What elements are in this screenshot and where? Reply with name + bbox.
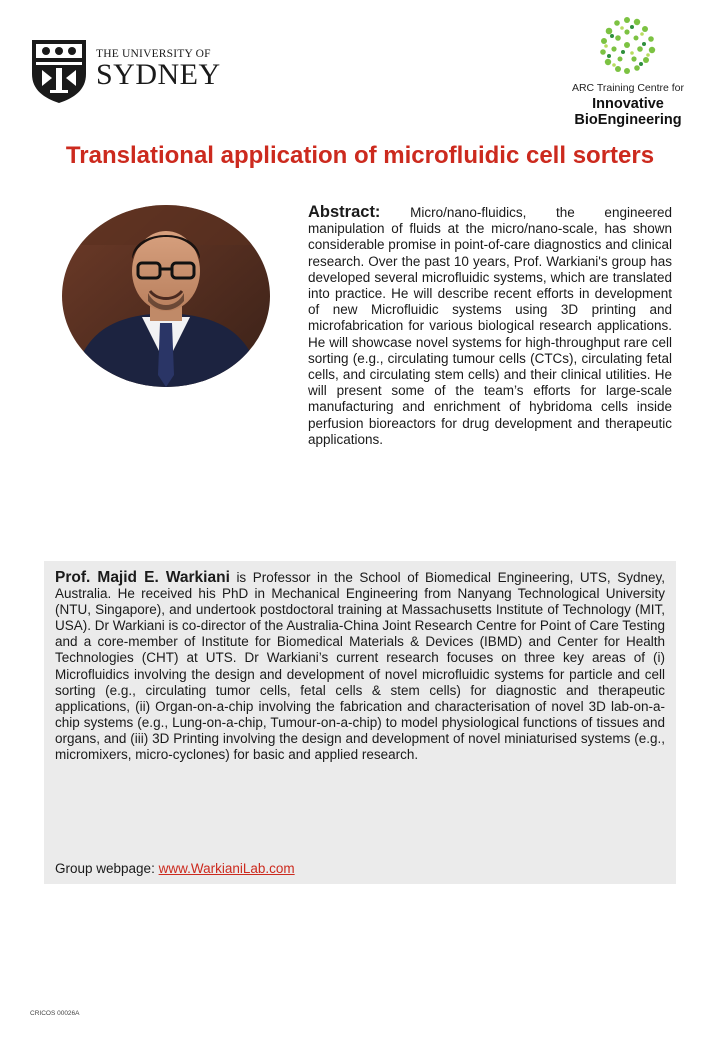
speaker-bio-paragraph (55, 570, 665, 763)
usyd-logo-line2: SYDNEY (96, 58, 221, 91)
cricos-code: CRICOS 00026A (30, 1010, 80, 1017)
university-of-sydney-logo (30, 38, 220, 104)
abstract-paragraph (308, 204, 672, 448)
arc-training-centre-logo (558, 14, 698, 126)
speaker-bio-box (44, 561, 676, 884)
arc-logo-line2: Innovative (592, 96, 664, 112)
usyd-logo-line1: THE UNIVERSITY OF (96, 48, 211, 60)
speaker-photo-illustration (62, 205, 270, 387)
group-webpage-label: Group webpage: (55, 861, 155, 876)
abstract-text: Micro/nano-fluidics, the engineered manipulation of fluids at the micro/nano-scale, has shown considerable promise in point-of-care diagnostics and clinical research. Over the past 10 years, Prof. Warkiani's group has developed several microfluidic systems, which are translated into practice. He will describe recent efforts in development of new Microfluidic systems using 3D printing and microfabrication for various biological research applications. He will showcase novel systems for high-throughput rare cell sorting (e.g., circulating tumour cells (CTCs), circulating fetal cells, and circulating stem cells) and their clinical utilities. He will present some of the team’s efforts for large-scale manufacturing and enrichment of hybridoma cells inside perfusion bioreactors for drug development and therapeutic applications. (308, 205, 672, 447)
group-webpage-line (55, 861, 295, 876)
speaker-portrait (62, 205, 270, 387)
arc-logo-line3: BioEngineering (574, 112, 682, 128)
abstract-label: Abstract: (308, 203, 381, 221)
speaker-bio-text: is Professor in the School of Biomedical Engineering, UTS, Sydney, Australia. He received his PhD in Mechanical Engineering from Nanyang Technological University (NTU, Singapore), and undertook postdoctoral training at Massachusetts Institute of Technology (MIT, USA). Dr Warkiani is co-director of the Australia-China Joint Research Centre for Point of Care Testing and a core-member of Institute for Biomedical Materials & Devices (IBMD) and Center for Health Technologies (CHT) at UTS. Dr Warkiani’s current research focuses on three key areas of (i) Microfluidics involving the design and development of novel microfluidic systems for particle and cell sorting (e.g., circulating tumor cells, fetal cells & stem cells) for diagnostic and therapeutic applications, (ii) Organ-on-a-chip involving the fabrication and characterisation of novel 3D lab-on-a-chip systems (e.g., Lung-on-a-chip, Tumour-on-a-chip) to model physiological functions of tissues and organs, and (iii) 3D Printing involving the design and development of novel miniaturised systems (e.g., micromixers, micro-cyclones) for basic and applied research. (55, 570, 665, 763)
molecule-cluster-icon (596, 14, 658, 76)
group-webpage-link[interactable]: www.WarkianiLab.com (158, 861, 295, 876)
page-title: Translational application of microfluidic cell sorters (65, 142, 655, 169)
university-crest-icon (30, 38, 88, 104)
arc-logo-line1: ARC Training Centre for (571, 82, 685, 94)
speaker-name: Prof. Majid E. Warkiani (55, 569, 230, 586)
